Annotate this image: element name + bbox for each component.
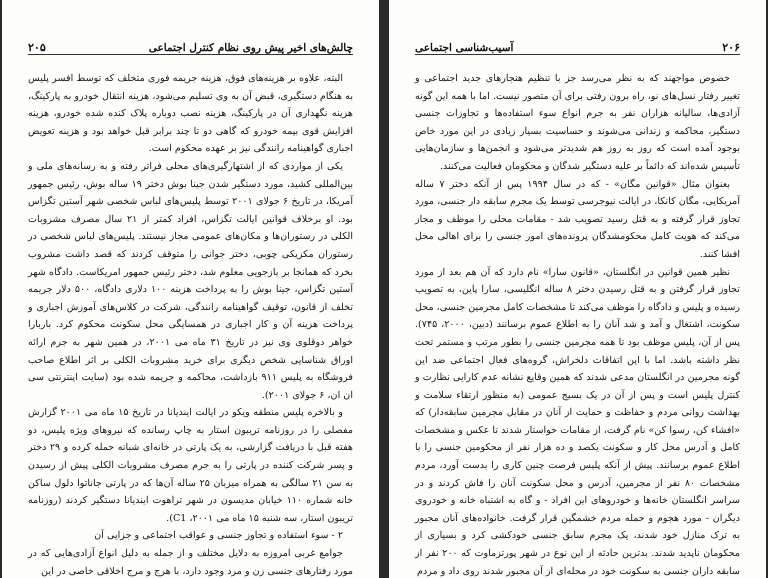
paragraph: جوامع غربی امروزه به دلایل مختلف و از جمله به دلیل انواع آزادی‌هایی که در مورد رفتارهای جنسی زن و مرد وجود دارد، با هرج و مرج اخلاقی خاصی در این <box>28 548 353 577</box>
left-page-number: ۲۰۵ <box>28 41 46 54</box>
right-page-number: ۲۰۶ <box>722 41 740 54</box>
paragraph: خصوص مواجهند که به نظر می‌رسد جز با تنظیم هنجارهای جدید اجتماعی و تغییر رفتار نسل‌های نو، راه برون رفتی برای آن متصور نیست. اما با همه این گونه آزادی‌ها، سالیانه هزاران نفر به جرم انواع سوء استفاده‌ها و تجاوزات جنسی دستگیر، محاکمه و زندانی می‌شوند و حساسیت بسیار زیادی در این مورد خاص بوجود آمده است که روز به روز هم شدیدتر می‌شود و انجمن‌ها و سازمان‌هایی تأسیس شده‌اند که دائماً بر علیه دستگیر شدگان و محکومان فعالیت می‌کنند. <box>415 73 740 172</box>
paragraph: نظیر همین قوانین در انگلستان، «قانون سارا» نام دارد که آن هم بعد از مورد تجاوز قرار گرفتن و به قتل رسیدن دختر ۸ ساله انگلیسی، سارا پاین، به تصویب رسیده و پلیس و دادگاه را موظف می‌کند تا مشخصات کامل مجرمین جنسی، محل سکونت، اشتغال و آمد و شد آنان را به اطلاع عموم برسانند (دبین، ۲۰۰۰، ۷۴۵). پس از آن، پلیس موظف بود تا همه مجرمین جنسی را بطور مرتب و مستمر تحت نظر داشته باشد. اما با این اتفاقات دلخراش، گروه‌های فعال اجتماعی ضد این گونه مجرمین در انگلستان مدعی شدند که همین وقایع نشانه عدم کارایی نظارت و کنترل پلیس است و پس از آن در یک بسیج عمومی (به منظور ارتقاء سلامت و بهداشت روانی مردم و حفاظت و حمایت از آنان در مقابل مجرمین سابقه‌دار) که «افشاء کن، رسوا کن» نام گرفت، از مقامات خواستار شدند تا عکس و مشخصات کامل و آدرس محل کار و سکونت یکصد و ده هزار نفر از محکومین جنسی را با اطلاع عموم برسانند. پیش از آنکه پلیس فرصت چنین کاری را بدست آورد، مردم مشخصات ۸۰ نفر از مجرمین، آدرس و محل سکونت آنان را فاش کردند و در سراسر انگلستان خانه‌ها و خودروهای این افراد - و گاه به اشتباه خانه و خودروی دیگران - مورد هجوم و حمله مردم خشمگین قرار گرفت. خانواده‌های آنان مجبور به ترک منازل خود شدند، یک مجرم سابق جنسی خودکشی کرد و بسیاری از محکومان ناپدید شدند. بدترین حادثه از این نوع در شهر پورتزماوت که ۲۰۰ نفر از سابقه داران جنسی به سکونت خود در محله‌ای از آن مجبور شدند روی داد و مردم <box>415 266 740 577</box>
right-running-title: آسیب‌شناسی اجتماعی <box>415 42 514 54</box>
right-page <box>389 0 766 578</box>
right-page-body <box>415 70 740 577</box>
left-page-header <box>28 38 353 55</box>
left-page <box>2 0 379 578</box>
paragraph: بعنوان مثال «قوانین مگان» - که در سال ۱۹۹۴ پس از آنکه دختر ۷ ساله آمریکایی، مگان کانکا، در ایالت نیوجرسی توسط یک مجرم سابقه دار جنسی، مورد تجاوز قرار گرفته و به قتل رسید تصویب شد - مقامات محلی را موظف و مجاز می‌کند که هویت کامل محکومشدگان پرونده‌های امور جنسی را برای اهالی محل افشا کنند. <box>415 178 740 260</box>
paragraph: و بالاخره پلیس منطقه ویکو در ایالت ایندیانا در تاریخ ۱۵ ماه می ۲۰۰۱ گزارش مفصلی را در روزنامه تریبون استار به چاپ رسانده که نیروهای ویژه پلیس، دو هفته قبل با دریافت گزارشی، به یک پارتی در خانه‌ای شبانه حمله کرده و ۲۹ دختر و پسر شرکت کننده در پارتی را به جرم مصرف مشروبات الکلی پیش از رسیدن به سن ۲۱ سالگی به همراه میزبان ۲۵ ساله آن‌ها که در پارتی جاناتوا دلول ساکن خانه شماره ۱۱۰ خیابان مدیسون در شهر تراهوت ایندیانا دستگیر کردند (روزنامه تریبون استار، سه شنبه ۱۵ ماه می ۲۰۰۱، C1). <box>28 407 354 524</box>
paragraph: یکی از مواردی که از اشتهارگیری‌های محلی فراتر رفته و به رسانه‌های ملی و بین‌المللی کشید، مورد دستگیر شدن جینا بوش دختر ۱۹ ساله بوش، رئیس جمهور آمریکا، در تاریخ ۶ جولای ۲۰۰۱ توسط پلیس‌های لباس شخصی شهر آستین تگزاس بود. او برخلاف قوانین ایالت تگزاس، افراد کمتر از ۲۱ سال مصرف مشروبات الکلی در رستوران‌ها و مکان‌های عمومی مجاز نیستند. پلیس‌های لباس شخصی در رستوران مکزیکی چوبی، دختر جوانی را متوقف کردند که قصد داشت مشروب بخرد که همانجا بر بازجویی معلوم شد، دختر رئیس جمهور امریکاست. دادگاه شهر آستین تگزاس، جینا بوش را به پرداخت هزینه ۱۰۰ دلاری دادگاه، ۵۰۰ دلار جریمه تخلف از قانون، توقیف گواهینامه رانندگی، شرکت در کلاس‌های آموزش اجباری و پرداخت هزینه آن و کار اجباری در همسایگی محل سکونت محکوم کرد. باربارا خواهر دوقلوی وی نیز در تاریخ ۳۱ ماه می ۲۰۰۱، در همین شهر به جرم ارائه اوراق شناسایی شخص دیگری برای خرید مشروبات الکلی بر اثر اطلاع صاحب فروشگاه به پلیس ۹۱۱ بازداشت، محاکمه و جریمه شده بود (سایت اینترنتی سی ان ان، ۶ جولای ۲۰۰۱). <box>28 160 354 401</box>
paragraph: البته، علاوه بر هزینه‌های فوق، هزینه جریمه فوری متخلف که توسط افسر پلیس به هنگام دستگیری، قبض آن به وی تسلیم می‌شود، هزینه انتقال خودرو به پارکینگ، هزینه نگهداری آن در پارکینگ، هزینه نصب دوباره پلاک کنده شده خودرو، هزینه افزایش قوی بیمه خودرو که گاهی دو تا چند برابر قبل خواهد بود و هزینه تعویض اجباری گواهینامه رانندگی نیز بر عهده محکوم است. <box>28 73 353 155</box>
left-page-body <box>28 70 354 577</box>
section-heading: ۲ - سوء استفاده و تجاوز جنسی و عواقب اجتماعی و جزایی آن <box>94 530 343 542</box>
left-running-title: چالش‌های اخیر پیش روی نظام کنترل اجتماعی <box>148 42 353 54</box>
right-page-header <box>415 38 740 55</box>
